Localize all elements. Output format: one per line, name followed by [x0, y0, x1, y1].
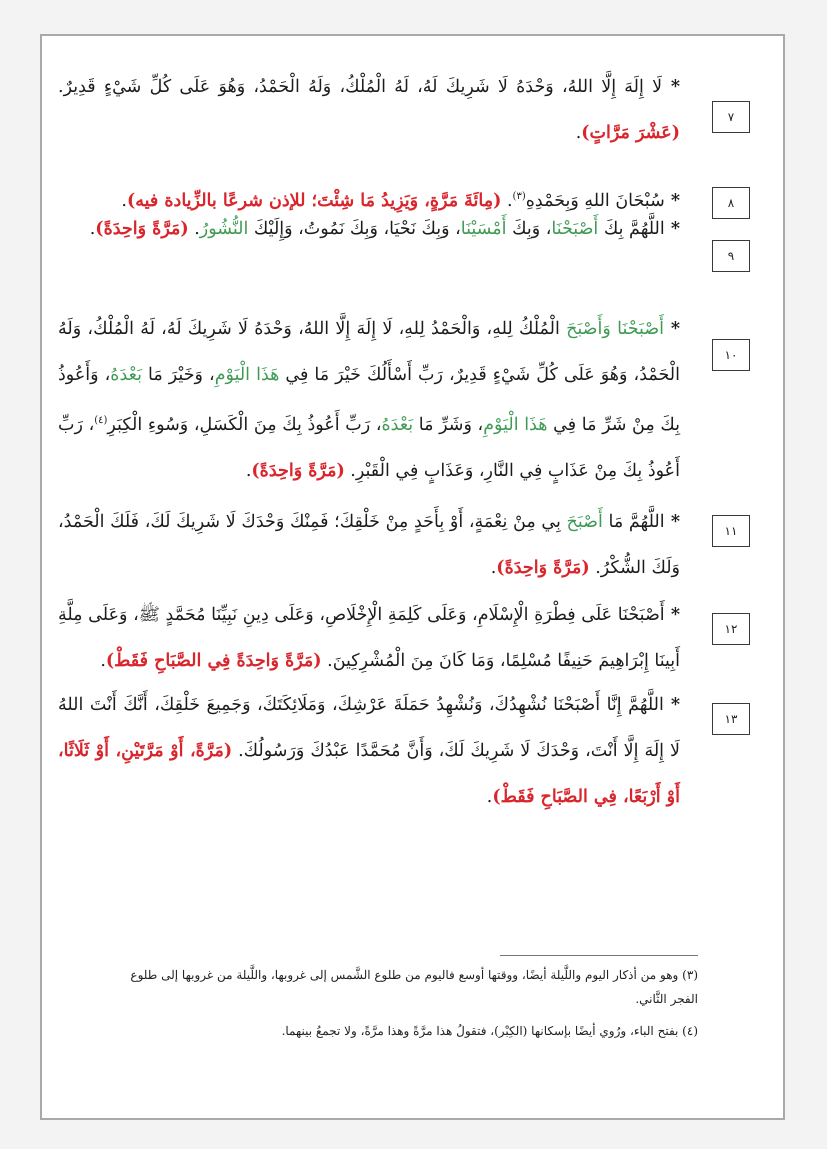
dhikr-text: ، رَبِّ أَعُوذُ بِكَ مِنَ الْكَسَلِ، وَسُوءِ الْكِبَرِ	[107, 414, 382, 435]
highlighted-word: أَصْبَحَ	[566, 512, 603, 532]
highlighted-word: بَعْدَهُ	[110, 365, 142, 385]
dhikr-text: .	[100, 651, 106, 671]
dhikr-text: ، وَأَعُوذُ بِكَ مِنْ شَرِّ مَا فِي	[58, 365, 681, 435]
dhikr-entry	[58, 64, 680, 174]
dhikr-entry	[58, 306, 680, 499]
footnote-ref: (٣)	[512, 191, 526, 202]
dhikr-text: لَا إِلَهَ إِلَّا اللهُ، وَحْدَهُ لَا شَرِيكَ لَهُ، لَهُ الْمُلْكُ، وَلَهُ الْحَمْدُ، وَهُوَ عَلَى كُلِّ شَيْءٍ قَدِيرٌ.	[58, 77, 663, 97]
repetition-note: (مَرَّةً وَاحِدَةً)	[95, 219, 189, 239]
footnote: (٤) بفتح الباء، ورُوي أيضًا بإسكانها (الكِبْر)، فتقولُ هذا مرَّةً وهذا مرَّةً، ولا تجمعُ بينهما.	[281, 1024, 698, 1038]
dhikr-text: ، وَشَرِّ مَا	[413, 414, 484, 435]
dhikr-text: بِي مِنْ نِعْمَةٍ، أَوْ بِأَحَدٍ مِنْ خَلْقِكَ؛ فَمِنْكَ وَحْدَكَ لَا شَرِيكَ لَكَ، فَلَكَ الْحَمْدُ، وَلَكَ الشُّكْرُ.	[58, 512, 680, 578]
dhikr-text: .	[89, 219, 96, 239]
entry-number: ١٢	[712, 613, 750, 645]
dhikr-text: سُبْحَانَ اللهِ وَبِحَمْدِهِ	[525, 190, 665, 211]
dhikr-text: ، وَبِكَ نَحْيَا، وَبِكَ نَمُوتُ، وَإِلَيْكَ	[248, 219, 461, 239]
dhikr-text: .	[121, 190, 127, 211]
entry-number: ٩	[712, 240, 750, 272]
entry-number: ٧	[712, 101, 750, 133]
repetition-note: (عَشْرَ مَرَّاتٍ)	[581, 123, 680, 143]
highlighted-word: هَذَا الْيَوْمِ	[214, 365, 280, 385]
repetition-note: (مَرَّةً وَاحِدَةً فِي الصَّبَاحِ فَقَطْ)	[105, 651, 322, 671]
dhikr-text: اللَّهُمَّ مَا	[602, 512, 665, 532]
dhikr-entry	[58, 499, 680, 592]
dhikr-text: الْمُلْكُ لِلهِ، وَالْحَمْدُ لِلهِ، لَا إِلَهَ إِلَّا اللهُ، وَحْدَهُ لَا شَرِيكَ لَهُ، لَهُ الْمُلْكُ، وَلَهُ الْحَمْدُ، وَهُوَ عَلَى كُلِّ شَيْءٍ قَدِيرٌ، رَبِّ أَسْأَلُكَ خَيْرَ مَا فِي	[58, 319, 680, 385]
dhikr-text: اللَّهُمَّ بِكَ	[598, 219, 665, 239]
footnote: (٣) وهو من أذكار اليوم واللَّيلة أيضًا، ووقتها أوسع فاليوم من طلوع الشَّمس إلى غروبها، واللَّيلة من غروبها إلى طلوع الفجر الثَّاني.	[130, 968, 698, 1006]
dhikr-text: اللَّهُمَّ إِنَّا أَصْبَحْنَا نُشْهِدُكَ، وَنُشْهِدُ حَمَلَةَ عَرْشِكَ، وَمَلَائِكَتَكَ، وَجَمِيعَ خَلْقِكَ، أَنَّكَ أَنْتَ اللهُ لَا إِلَهَ إِلَّا أَنْتَ، وَحْدَكَ لَا شَرِيكَ لَكَ، وَأَنَّ مُحَمَّدًا عَبْدُكَ وَرَسُولُكَ.	[58, 695, 680, 761]
dhikr-text: *	[664, 605, 681, 625]
dhikr-text: *	[664, 512, 680, 532]
dhikr-text: .	[245, 460, 252, 481]
dhikr-text: .	[188, 219, 200, 239]
footnote-ref: (٤)	[94, 415, 108, 426]
dhikr-text: ، وَخَيْرَ مَا	[141, 365, 215, 385]
dhikr-text: *	[663, 695, 680, 715]
dhikr-text: أَصْبَحْنَا عَلَى فِطْرَةِ الْإِسْلَامِ، وَعَلَى كَلِمَةِ الْإِخْلَاصِ، وَعَلَى دِينِ نَبِيِّنَا مُحَمَّدٍ ﷺ، وَعَلَى مِلَّةِ أَبِينَا إِبْرَاهِيمَ حَنِيفًا مُسْلِمًا، وَمَا كَانَ مِنَ الْمُشْرِكِينَ.	[58, 605, 680, 671]
entry-number: ٨	[712, 187, 750, 219]
dhikr-text: *	[662, 77, 680, 97]
highlighted-word: بَعْدَهُ	[381, 414, 414, 435]
dhikr-entry	[58, 592, 680, 682]
highlighted-word: أَصْبَحْنَا	[551, 219, 599, 239]
repetition-note: (مَرَّةً، أَوْ مَرَّتَيْنِ، أَوْ ثَلَاثًا، أَوْ أَرْبَعًا، فِي الصَّبَاحِ فَقَطْ)	[58, 741, 680, 807]
repetition-note: (مِائَةَ مَرَّةٍ، وَيَزِيدُ مَا شِئْتَ؛ للإذن شرعًا بالزِّيادة فيه)	[126, 190, 502, 211]
dhikr-entry	[58, 174, 680, 211]
dhikr-text: .	[501, 190, 513, 211]
adhkar-list	[58, 64, 680, 822]
footnotes	[128, 963, 698, 1051]
dhikr-text: .	[490, 558, 497, 578]
dhikr-entry	[58, 682, 680, 822]
entry-number: ١٣	[712, 703, 750, 735]
repetition-note: (مَرَّةً وَاحِدَةً)	[251, 460, 345, 481]
highlighted-word: أَصْبَحْنَا وَأَصْبَحَ	[566, 319, 665, 339]
dhikr-text: .	[575, 123, 582, 143]
entry-number: ١١	[712, 515, 750, 547]
highlighted-word: أَمْسَيْنَا	[460, 219, 507, 239]
entry-number: ١٠	[712, 339, 750, 371]
dhikr-text: ، رَبِّ أَعُوذُ بِكَ مِنْ عَذَابٍ فِي النَّارِ، وَعَذَابٍ فِي الْقَبْرِ.	[58, 414, 680, 481]
dhikr-text: ، وَبِكَ	[506, 219, 552, 239]
dhikr-text: *	[664, 219, 680, 239]
highlighted-word: هَذَا الْيَوْمِ	[483, 414, 548, 435]
dhikr-text: *	[664, 190, 680, 211]
footnote-divider	[500, 955, 698, 956]
dhikr-text: *	[664, 319, 680, 339]
dhikr-text: .	[486, 787, 493, 807]
repetition-note: (مَرَّةً وَاحِدَةً)	[496, 558, 590, 578]
highlighted-word: النُّشُورُ	[199, 219, 249, 239]
dhikr-entry	[58, 206, 680, 306]
